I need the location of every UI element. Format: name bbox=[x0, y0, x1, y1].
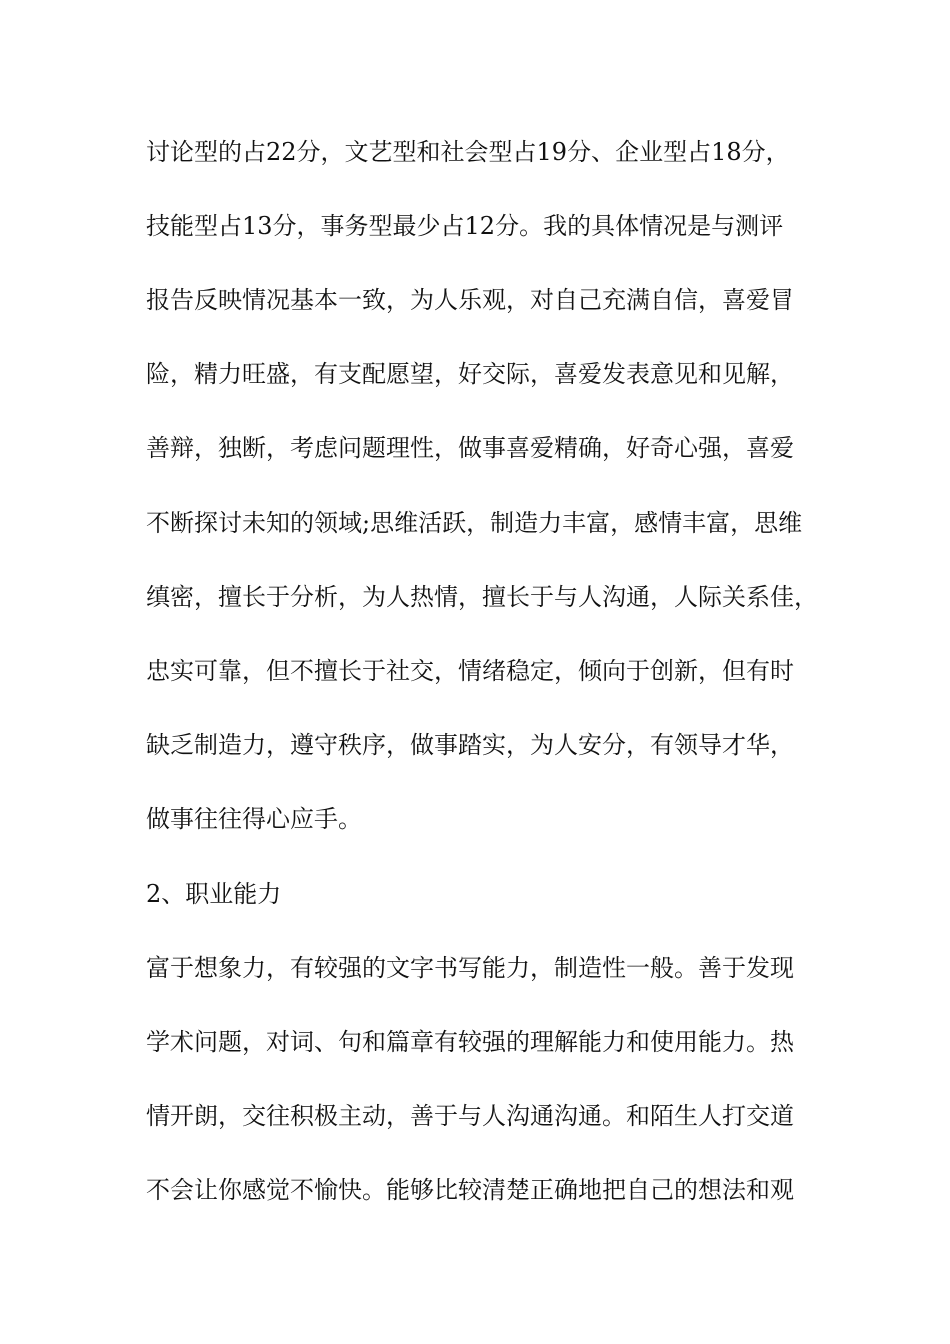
paragraph-1-line-9: 缺乏制造力，遵守秩序，做事踏实，为人安分，有领导才华， bbox=[146, 731, 794, 759]
paragraph-1-line-10: 做事往往得心应手。 bbox=[146, 805, 362, 833]
paragraph-1-line-8: 忠实可靠，但不擅长于社交，情绪稳定，倾向于创新，但有时 bbox=[146, 657, 794, 685]
paragraph-1-line-5: 善辩，独断，考虑问题理性，做事喜爱精确，好奇心强，喜爱 bbox=[146, 434, 794, 462]
paragraph-2-line-2: 学术问题，对词、句和篇章有较强的理解能力和使用能力。热 bbox=[146, 1028, 794, 1056]
section-heading: 2、职业能力 bbox=[146, 880, 282, 908]
paragraph-1-line-6: 不断探讨未知的领域;思维活跃，制造力丰富，感情丰富，思维 bbox=[146, 509, 803, 537]
paragraph-1-line-7: 缜密，擅长于分析，为人热情，擅长于与人沟通，人际关系佳， bbox=[146, 583, 818, 611]
paragraph-1-line-1: 讨论型的占22分，文艺型和社会型占19分、企业型占18分， bbox=[146, 138, 790, 166]
paragraph-2-line-4: 不会让你感觉不愉快。能够比较清楚正确地把自己的想法和观 bbox=[146, 1176, 794, 1204]
paragraph-1-line-4: 险，精力旺盛，有支配愿望，好交际，喜爱发表意见和见解， bbox=[146, 360, 794, 388]
paragraph-2-line-3: 情开朗，交往积极主动，善于与人沟通沟通。和陌生人打交道 bbox=[146, 1102, 794, 1130]
paragraph-1-line-3: 报告反映情况基本一致，为人乐观，对自己充满自信，喜爱冒 bbox=[146, 286, 794, 314]
paragraph-1-line-2: 技能型占13分，事务型最少占12分。我的具体情况是与测评 bbox=[146, 212, 784, 240]
paragraph-2-line-1: 富于想象力，有较强的文字书写能力，制造性一般。善于发现 bbox=[146, 954, 794, 982]
